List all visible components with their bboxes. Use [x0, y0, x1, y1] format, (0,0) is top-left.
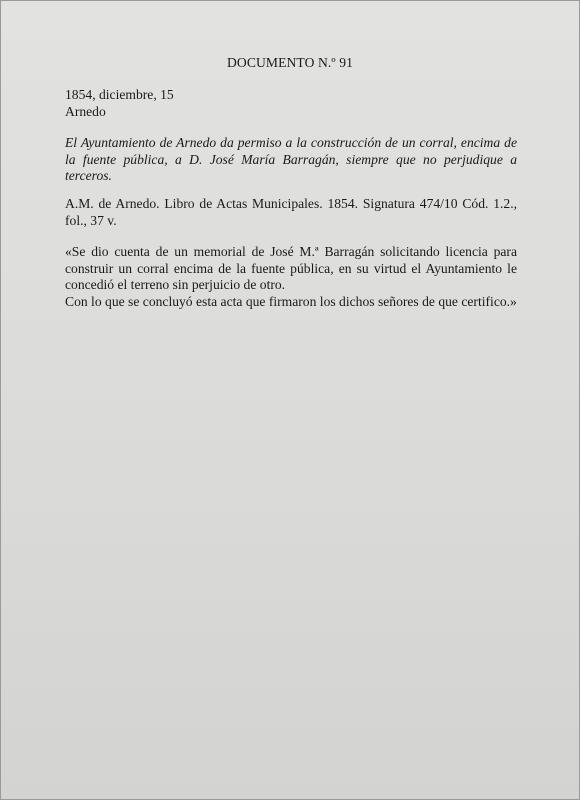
date-place-block: [65, 87, 517, 120]
transcription-paragraph: Con lo que se concluyó esta acta que firmaron los dichos señores de que certifico.»: [65, 293, 517, 309]
transcription: [65, 244, 517, 310]
document-summary: El Ayuntamiento de Arnedo da permiso a la construcción de un corral, encima de la fuente pública, a D. José María Barragán, siempre que no perjudique a terceros.: [65, 135, 517, 183]
document-place: Arnedo: [65, 103, 106, 119]
archive-reference: A.M. de Arnedo. Libro de Actas Municipales. 1854. Signatura 474/10 Cód. 1.2., fol., 37 v.: [65, 196, 517, 228]
document-title: DOCUMENTO N.º 91: [226, 55, 354, 70]
document-date: 1854, diciembre, 15: [65, 87, 174, 102]
transcription-paragraph: «Se dio cuenta de un memorial de José M.ª Barragán solicitando licencia para construir un corral encima de la fuente pública, en su virtud el Ayuntamiento le concedió el terreno sin perjuicio de otro.: [65, 244, 517, 292]
